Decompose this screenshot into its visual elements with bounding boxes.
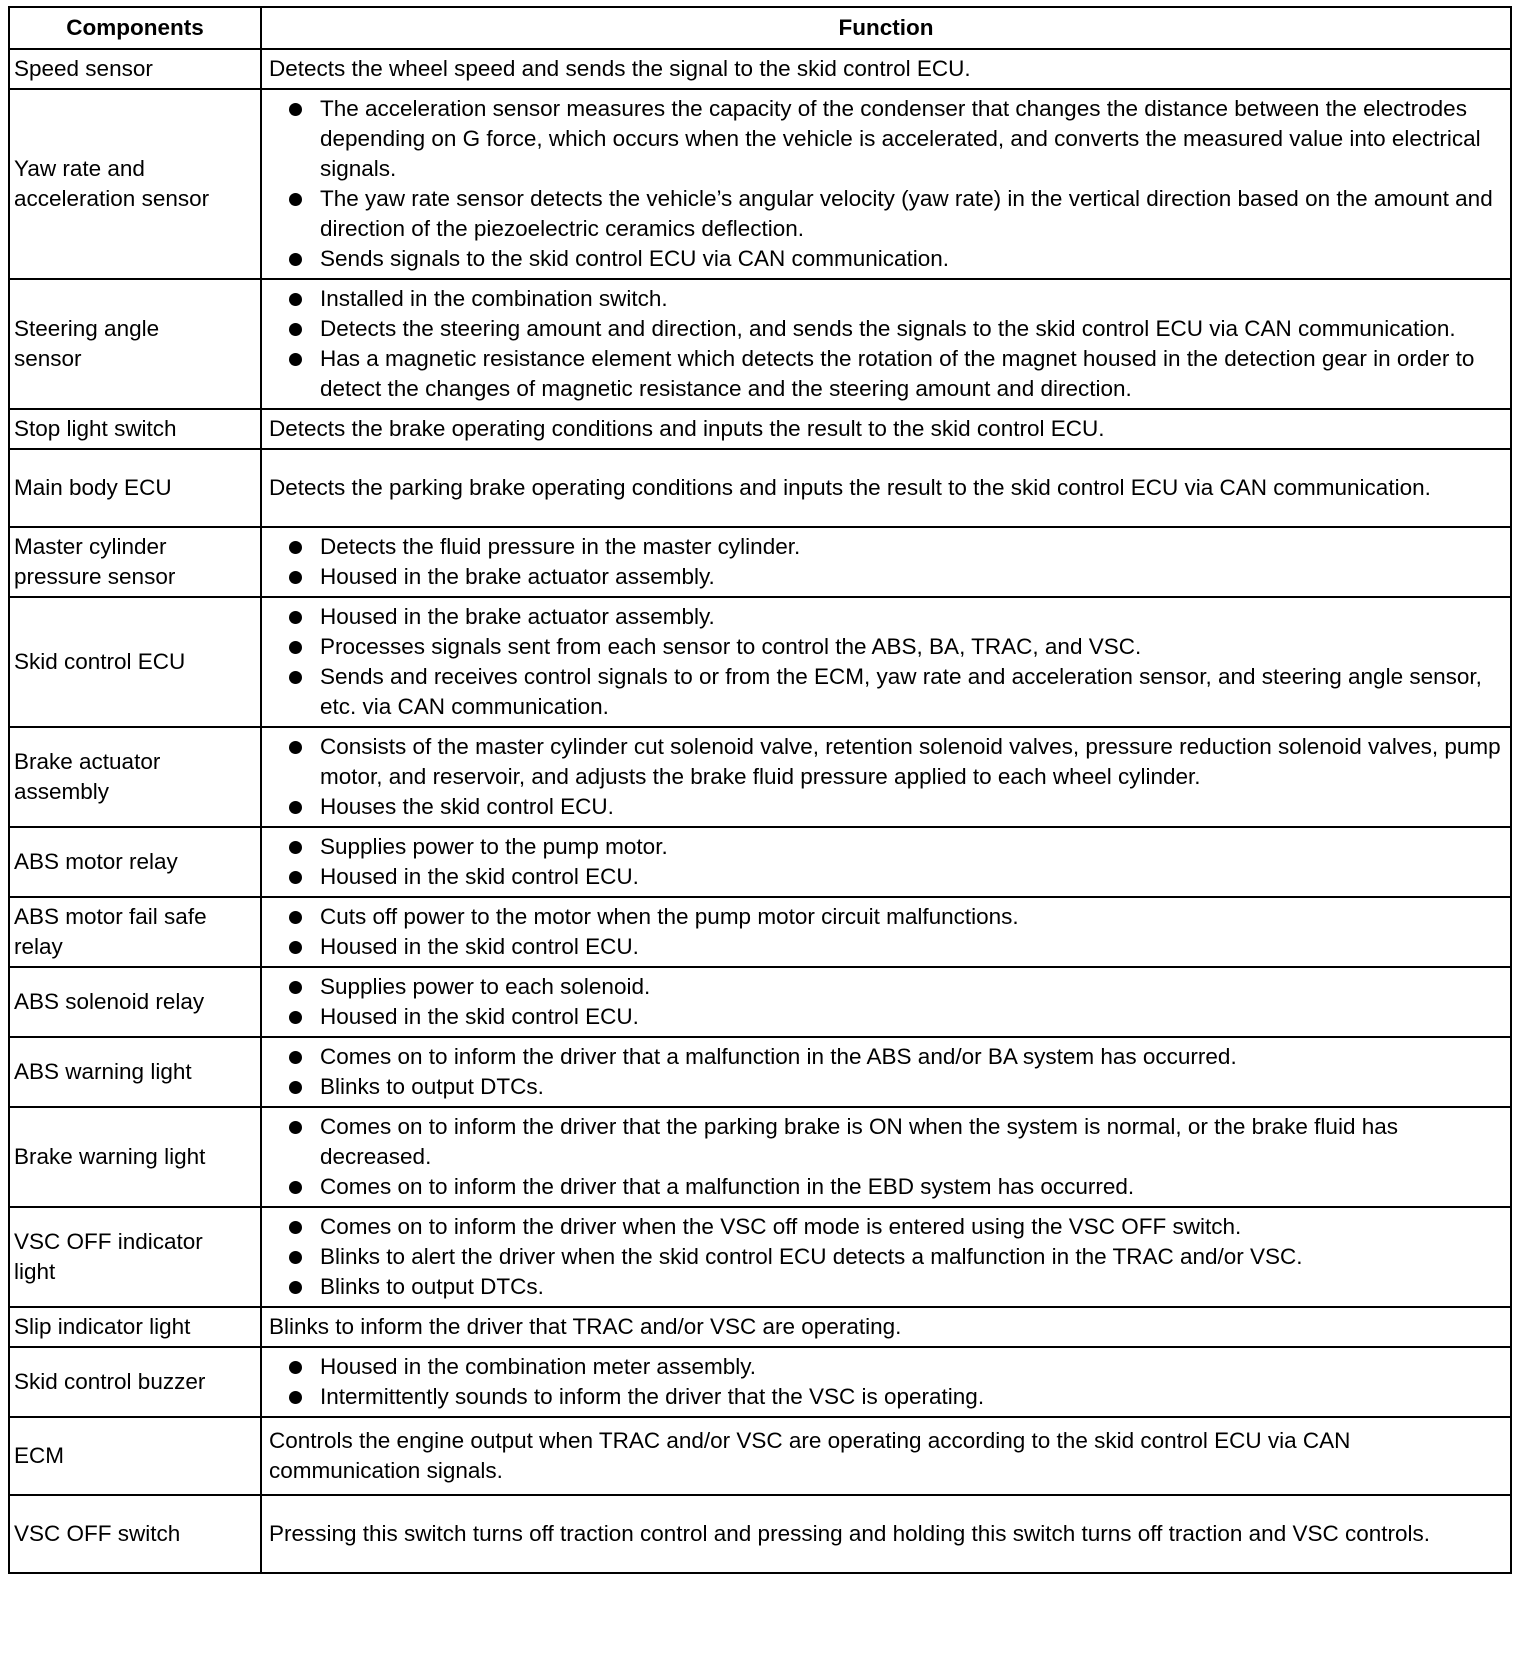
function-bullet-item: Housed in the brake actuator assembly. bbox=[269, 602, 1502, 632]
component-function bbox=[261, 1107, 1511, 1207]
component-name-line: ABS solenoid relay bbox=[14, 989, 205, 1014]
component-name bbox=[9, 49, 261, 89]
component-function bbox=[261, 827, 1511, 897]
component-function bbox=[261, 597, 1511, 727]
component-function: Detects the wheel speed and sends the signal to the skid control ECU. bbox=[261, 49, 1511, 89]
function-bullet-item: Installed in the combination switch. bbox=[269, 284, 1502, 314]
function-bullet-item: Detects the steering amount and direction, and sends the signals to the skid control ECU via CAN communication. bbox=[269, 314, 1502, 344]
component-name-line: Master cylinder bbox=[14, 534, 167, 559]
component-name-line: acceleration sensor bbox=[14, 186, 210, 211]
component-name-line: VSC OFF indicator bbox=[14, 1229, 203, 1254]
function-bullet-item: Detects the fluid pressure in the master cylinder. bbox=[269, 532, 1502, 562]
table-row bbox=[9, 89, 1511, 279]
table-row bbox=[9, 527, 1511, 597]
component-function: Pressing this switch turns off traction control and pressing and holding this switch turns off traction and VSC controls. bbox=[261, 1495, 1511, 1573]
component-name-line: Brake warning light bbox=[14, 1144, 206, 1169]
header-components: Components bbox=[9, 7, 261, 49]
table-row bbox=[9, 597, 1511, 727]
component-name bbox=[9, 727, 261, 827]
component-name bbox=[9, 279, 261, 409]
function-bullet-list bbox=[269, 1042, 1502, 1102]
table-row bbox=[9, 1207, 1511, 1307]
component-name-line: ABS motor fail safe bbox=[14, 904, 207, 929]
component-name bbox=[9, 1037, 261, 1107]
function-bullet-item: Housed in the skid control ECU. bbox=[269, 1002, 1502, 1032]
table-row bbox=[9, 1495, 1511, 1573]
table-row bbox=[9, 897, 1511, 967]
component-function: Blinks to inform the driver that TRAC and/or VSC are operating. bbox=[261, 1307, 1511, 1347]
function-bullet-list bbox=[269, 94, 1502, 274]
header-function: Function bbox=[261, 7, 1511, 49]
components-function-table bbox=[8, 6, 1512, 1574]
table-row bbox=[9, 1107, 1511, 1207]
function-bullet-item: Housed in the skid control ECU. bbox=[269, 862, 1502, 892]
function-bullet-item: Consists of the master cylinder cut solenoid valve, retention solenoid valves, pressure reduction solenoid valves, pump motor, and reservoir, and adjusts the brake fluid pressure applied to each wheel cylinder. bbox=[269, 732, 1502, 792]
component-name bbox=[9, 1307, 261, 1347]
component-name-line: VSC OFF switch bbox=[14, 1521, 181, 1546]
table-row bbox=[9, 49, 1511, 89]
component-name bbox=[9, 527, 261, 597]
component-function bbox=[261, 279, 1511, 409]
component-function bbox=[261, 1347, 1511, 1417]
table-row bbox=[9, 967, 1511, 1037]
table-row bbox=[9, 1037, 1511, 1107]
table-row bbox=[9, 449, 1511, 527]
function-bullet-list bbox=[269, 732, 1502, 822]
function-bullet-item: The acceleration sensor measures the capacity of the condenser that changes the distance between the electrodes depending on G force, which occurs when the vehicle is accelerated, and converts the measured value into electrical signals. bbox=[269, 94, 1502, 184]
function-bullet-list bbox=[269, 1352, 1502, 1412]
table-row bbox=[9, 827, 1511, 897]
function-bullet-item: Blinks to output DTCs. bbox=[269, 1072, 1502, 1102]
function-bullet-item: Intermittently sounds to inform the driver that the VSC is operating. bbox=[269, 1382, 1502, 1412]
function-bullet-item: Sends signals to the skid control ECU via CAN communication. bbox=[269, 244, 1502, 274]
function-bullet-item: Blinks to output DTCs. bbox=[269, 1272, 1502, 1302]
table-row bbox=[9, 279, 1511, 409]
component-name-line: relay bbox=[14, 934, 63, 959]
component-name-line: Speed sensor bbox=[14, 56, 153, 81]
table-row bbox=[9, 409, 1511, 449]
component-name-line: ABS motor relay bbox=[14, 849, 178, 874]
function-bullet-item: The yaw rate sensor detects the vehicle’s angular velocity (yaw rate) in the vertical direction based on the amount and direction of the piezoelectric ceramics deflection. bbox=[269, 184, 1502, 244]
components-table-container bbox=[8, 6, 1512, 1574]
component-name bbox=[9, 409, 261, 449]
component-name-line: Skid control ECU bbox=[14, 649, 186, 674]
table-row bbox=[9, 1307, 1511, 1347]
table-body bbox=[9, 49, 1511, 1573]
component-name-line: Brake actuator bbox=[14, 749, 161, 774]
function-bullet-item: Housed in the combination meter assembly. bbox=[269, 1352, 1502, 1382]
function-bullet-list bbox=[269, 972, 1502, 1032]
component-name-line: Slip indicator light bbox=[14, 1314, 191, 1339]
function-bullet-list bbox=[269, 1112, 1502, 1202]
component-name bbox=[9, 89, 261, 279]
function-bullet-item: Supplies power to the pump motor. bbox=[269, 832, 1502, 862]
function-bullet-item: Comes on to inform the driver that a malfunction in the EBD system has occurred. bbox=[269, 1172, 1502, 1202]
component-function bbox=[261, 527, 1511, 597]
component-function bbox=[261, 89, 1511, 279]
component-name-line: sensor bbox=[14, 346, 82, 371]
component-function: Controls the engine output when TRAC and/or VSC are operating according to the skid control ECU via CAN communication signals. bbox=[261, 1417, 1511, 1495]
component-name-line: light bbox=[14, 1259, 56, 1284]
function-bullet-list bbox=[269, 902, 1502, 962]
component-function bbox=[261, 727, 1511, 827]
function-bullet-item: Supplies power to each solenoid. bbox=[269, 972, 1502, 1002]
component-name-line: ABS warning light bbox=[14, 1059, 192, 1084]
component-name-line: Main body ECU bbox=[14, 475, 172, 500]
table-row bbox=[9, 727, 1511, 827]
component-name bbox=[9, 1207, 261, 1307]
component-name bbox=[9, 597, 261, 727]
function-bullet-item: Blinks to alert the driver when the skid control ECU detects a malfunction in the TRAC and/or VSC. bbox=[269, 1242, 1502, 1272]
function-bullet-item: Processes signals sent from each sensor to control the ABS, BA, TRAC, and VSC. bbox=[269, 632, 1502, 662]
component-function: Detects the brake operating conditions and inputs the result to the skid control ECU. bbox=[261, 409, 1511, 449]
component-name bbox=[9, 1347, 261, 1417]
component-function bbox=[261, 1037, 1511, 1107]
function-bullet-item: Houses the skid control ECU. bbox=[269, 792, 1502, 822]
function-bullet-item: Comes on to inform the driver that the parking brake is ON when the system is normal, or the brake fluid has decreased. bbox=[269, 1112, 1502, 1172]
component-name bbox=[9, 1107, 261, 1207]
component-name-line: Skid control buzzer bbox=[14, 1369, 206, 1394]
function-bullet-list bbox=[269, 1212, 1502, 1302]
table-header-row bbox=[9, 7, 1511, 49]
component-name bbox=[9, 827, 261, 897]
component-name bbox=[9, 897, 261, 967]
component-name bbox=[9, 1417, 261, 1495]
function-bullet-item: Housed in the brake actuator assembly. bbox=[269, 562, 1502, 592]
component-name-line: Stop light switch bbox=[14, 416, 177, 441]
component-name-line: Yaw rate and bbox=[14, 156, 145, 181]
component-function: Detects the parking brake operating conditions and inputs the result to the skid control ECU via CAN communication. bbox=[261, 449, 1511, 527]
component-name-line: pressure sensor bbox=[14, 564, 176, 589]
function-bullet-list bbox=[269, 832, 1502, 892]
component-function bbox=[261, 897, 1511, 967]
function-bullet-item: Sends and receives control signals to or from the ECM, yaw rate and acceleration sensor, and steering angle sensor, etc. via CAN communication. bbox=[269, 662, 1502, 722]
component-function bbox=[261, 967, 1511, 1037]
function-bullet-list bbox=[269, 602, 1502, 722]
table-row bbox=[9, 1347, 1511, 1417]
function-bullet-item: Cuts off power to the motor when the pump motor circuit malfunctions. bbox=[269, 902, 1502, 932]
function-bullet-item: Housed in the skid control ECU. bbox=[269, 932, 1502, 962]
component-name-line: assembly bbox=[14, 779, 110, 804]
component-name bbox=[9, 449, 261, 527]
table-row bbox=[9, 1417, 1511, 1495]
function-bullet-item: Comes on to inform the driver that a malfunction in the ABS and/or BA system has occurred. bbox=[269, 1042, 1502, 1072]
function-bullet-item: Has a magnetic resistance element which detects the rotation of the magnet housed in the detection gear in order to detect the changes of magnetic resistance and the steering amount and direction. bbox=[269, 344, 1502, 404]
component-name bbox=[9, 1495, 261, 1573]
component-name-line: ECM bbox=[14, 1443, 64, 1468]
function-bullet-item: Comes on to inform the driver when the VSC off mode is entered using the VSC OFF switch. bbox=[269, 1212, 1502, 1242]
function-bullet-list bbox=[269, 284, 1502, 404]
component-name-line: Steering angle bbox=[14, 316, 160, 341]
component-function bbox=[261, 1207, 1511, 1307]
component-name bbox=[9, 967, 261, 1037]
function-bullet-list bbox=[269, 532, 1502, 592]
